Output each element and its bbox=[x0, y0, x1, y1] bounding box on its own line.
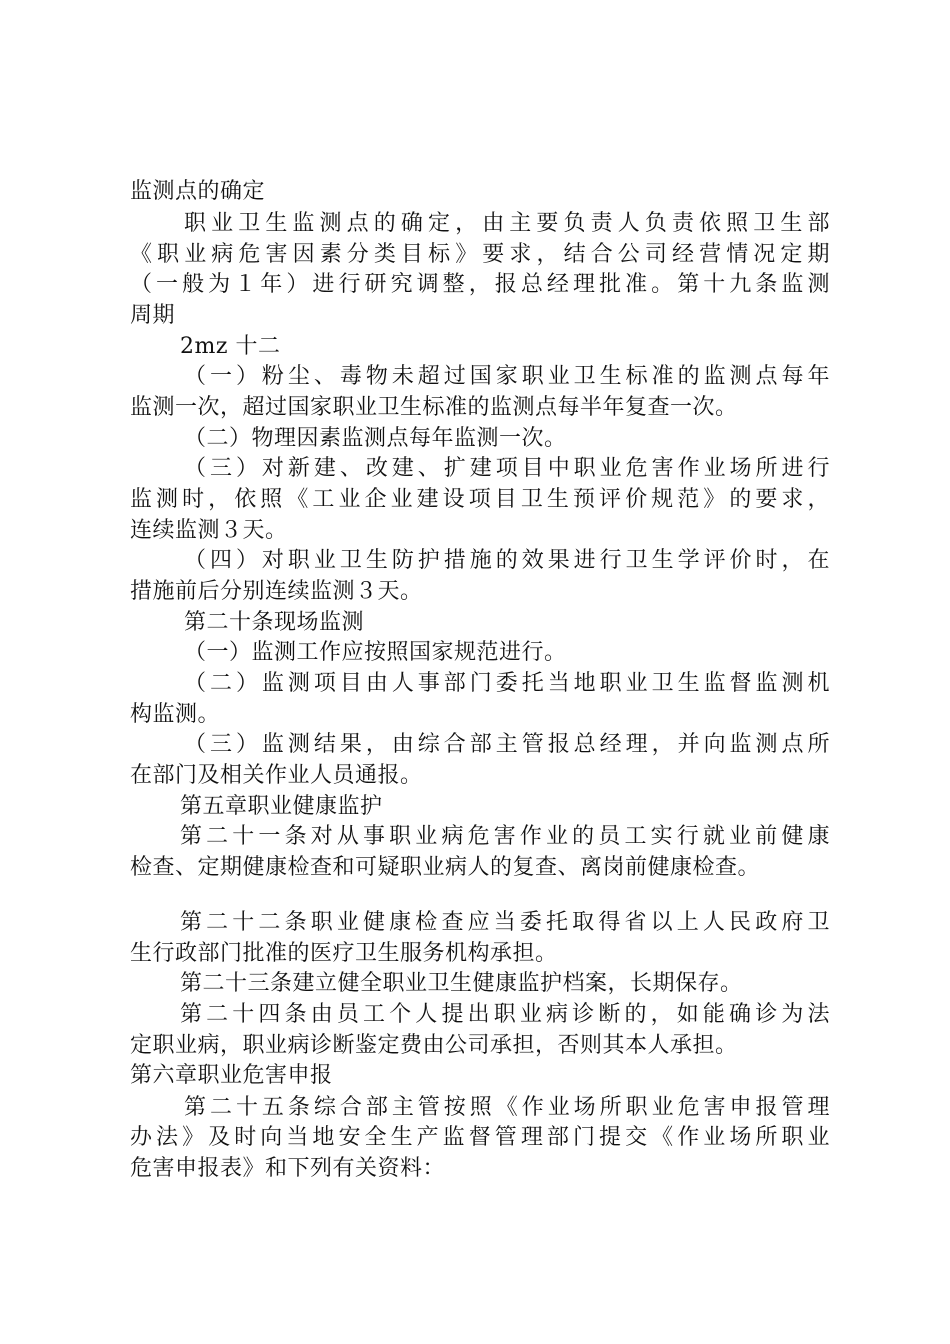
paragraph-line: （四）对职业卫生防护措施的效果进行卫生学评价时，在 bbox=[184, 548, 830, 573]
paragraph-line: 《职业病危害因素分类目标》要求，结合公司经营情况定期 bbox=[130, 242, 830, 267]
paragraph-line: 危害申报表》和下列有关资料： bbox=[130, 1156, 446, 1181]
paragraph-line: （一）粉尘、毒物未超过国家职业卫生标准的监测点每年 bbox=[184, 364, 830, 389]
paragraph-line: （二）物理因素监测点每年监测一次。 bbox=[184, 426, 567, 451]
paragraph-line: 在部门及相关作业人员通报。 bbox=[130, 763, 423, 788]
paragraph-line: （二）监测项目由人事部门委托当地职业卫生监督监测机 bbox=[184, 671, 830, 696]
paragraph-line: 周期 bbox=[130, 303, 176, 328]
paragraph-line: 检查、定期健康检查和可疑职业病人的复查、离岗前健康检查。 bbox=[130, 855, 761, 880]
paragraph-line: 监测一次，超过国家职业卫生标准的监测点每半年复查一次。 bbox=[130, 395, 738, 420]
paragraph-line: 2mz 十二 bbox=[180, 334, 281, 359]
paragraph-line: 生行政部门批准的医疗卫生服务机构承担。 bbox=[130, 941, 558, 966]
paragraph-line: 第二十二条职业健康检查应当委托取得省以上人民政府卫 bbox=[180, 910, 830, 935]
paragraph-line: 第二十五条综合部主管按照《作业场所职业危害申报管理 bbox=[184, 1095, 830, 1120]
paragraph-line: （三）监测结果，由综合部主管报总经理，并向监测点所 bbox=[184, 732, 830, 757]
paragraph-line: （一）监测工作应按照国家规范进行。 bbox=[184, 640, 567, 665]
paragraph-line: 构监测。 bbox=[130, 702, 221, 727]
paragraph-line: 定职业病，职业病诊断鉴定费由公司承担，否则其本人承担。 bbox=[130, 1033, 738, 1058]
paragraph-line: 职业卫生监测点的确定，由主要负责人负责依照卫生部 bbox=[184, 211, 830, 236]
paragraph-line: 连续监测３天。 bbox=[130, 518, 288, 543]
paragraph-line: （一般为１年）进行研究调整，报总经理批准。第十九条监测 bbox=[130, 272, 830, 297]
paragraph-line: 第二十一条对从事职业病危害作业的员工实行就业前健康 bbox=[180, 824, 830, 849]
paragraph-line: 第二十三条建立健全职业卫生健康监护档案，长期保存。 bbox=[180, 971, 743, 996]
section-heading: 监测点的确定 bbox=[130, 179, 266, 204]
paragraph-line: 措施前后分别连续监测３天。 bbox=[130, 579, 423, 604]
paragraph-line: 第二十四条由员工个人提出职业病诊断的，如能确诊为法 bbox=[180, 1002, 830, 1027]
chapter-heading: 第六章职业危害申报 bbox=[130, 1063, 333, 1088]
chapter-heading: 第五章职业健康监护 bbox=[180, 794, 383, 819]
section-heading: 第二十条现场监测 bbox=[184, 610, 365, 635]
paragraph-line: （三）对新建、改建、扩建项目中职业危害作业场所进行 bbox=[184, 456, 830, 481]
paragraph-line: 监测时，依照《工业企业建设项目卫生预评价规范》的要求， bbox=[130, 487, 830, 512]
paragraph-line: 办法》及时向当地安全生产监督管理部门提交《作业场所职业 bbox=[130, 1125, 830, 1150]
